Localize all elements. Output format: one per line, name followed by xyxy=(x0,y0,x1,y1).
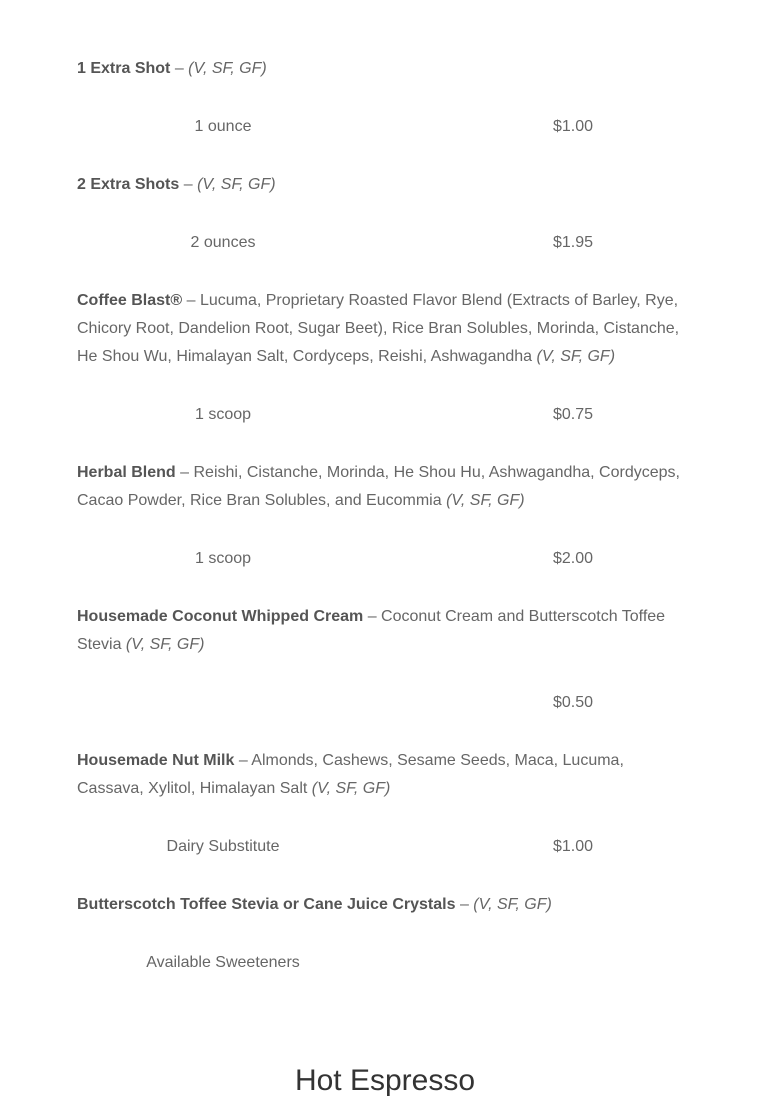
price-row xyxy=(77,833,687,861)
price: $1.00 xyxy=(552,838,593,855)
price: $1.00 xyxy=(552,118,593,135)
item-name: Housemade Nut Milk xyxy=(77,752,235,769)
menu-item-nut-milk xyxy=(77,747,687,803)
menu-item-two-extra-shots: 2 Extra Shots – (V, SF, GF) xyxy=(77,176,276,193)
size: Dairy Substitute xyxy=(166,838,280,855)
diet-tags: (V, SF, GF) xyxy=(473,896,552,913)
price-row xyxy=(77,113,687,141)
diet-tags: (V, SF, GF) xyxy=(197,176,276,193)
item-name: Housemade Coconut Whipped Cream xyxy=(77,608,364,625)
section-heading: Hot Espresso xyxy=(294,1064,476,1097)
size: 1 scoop xyxy=(194,550,252,567)
price: $1.95 xyxy=(552,234,593,251)
price-row xyxy=(77,949,687,977)
price: $0.50 xyxy=(552,694,593,711)
diet-tags: (V, SF, GF) xyxy=(188,60,267,77)
diet-tags: (V, SF, GF) xyxy=(125,636,205,653)
price: $0.75 xyxy=(552,406,593,423)
menu-item-herbal-blend xyxy=(77,459,687,515)
item-description: – Coconut Cream and Butterscotch Toffee Stevia xyxy=(77,608,666,653)
price-row xyxy=(77,545,687,573)
price-row xyxy=(77,229,687,257)
diet-tags: (V, SF, GF) xyxy=(536,348,616,365)
item-description: – Lucuma, Proprietary Roasted Flavor Blend (Extracts of Barley, Rye, Chicory Root, Dandelion Root, Sugar Beet), Rice Bran Solubles, Morinda, Cistanche, He Shou Wu, Himalayan Salt, Cordyceps, Reishi, Ashwagandha xyxy=(77,292,680,365)
menu-item-extra-shot: 1 Extra Shot – (V, SF, GF) xyxy=(77,60,267,77)
size: 1 scoop xyxy=(194,406,252,423)
item-name: 1 Extra Shot xyxy=(77,60,171,77)
item-name: Coffee Blast® xyxy=(77,292,183,309)
menu-content xyxy=(77,55,687,1007)
item-name: Herbal Blend xyxy=(77,464,176,481)
size: Available Sweeteners xyxy=(146,954,300,971)
menu-item-coffee-blast xyxy=(77,287,687,371)
price-row xyxy=(77,401,687,429)
item-name: Butterscotch Toffee Stevia or Cane Juice Crystals xyxy=(77,896,456,913)
price: $2.00 xyxy=(552,550,593,567)
menu-item-coconut-whipped-cream xyxy=(77,603,687,659)
menu-item-sweeteners: Butterscotch Toffee Stevia or Cane Juice Crystals – (V, SF, GF) xyxy=(77,896,552,913)
size: 2 ounces xyxy=(190,234,256,251)
price-row xyxy=(77,689,687,717)
diet-tags: (V, SF, GF) xyxy=(311,780,391,797)
item-description: – Almonds, Cashews, Sesame Seeds, Maca, Lucuma, Cassava, Xylitol, Himalayan Salt xyxy=(77,752,624,797)
diet-tags: (V, SF, GF) xyxy=(446,492,525,509)
item-description: – Reishi, Cistanche, Morinda, He Shou Hu, Ashwagandha, Cordyceps, Cacao Powder, Rice Bran Solubles, and Eucommia xyxy=(77,464,680,509)
size: 1 ounce xyxy=(194,118,252,135)
item-name: 2 Extra Shots xyxy=(77,176,180,193)
